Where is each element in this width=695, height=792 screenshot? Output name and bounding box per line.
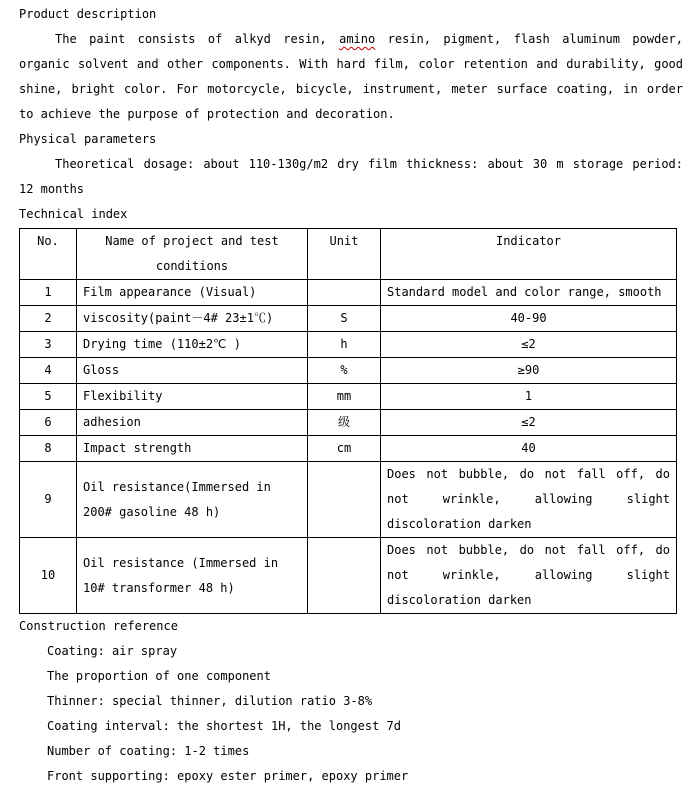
table-header-row [20, 229, 677, 280]
construction-reference-heading: Construction reference [19, 619, 178, 633]
cell-no: 5 [20, 384, 77, 410]
table-row [20, 280, 677, 306]
cell-unit: h [308, 332, 381, 358]
table-row [20, 538, 677, 614]
cell-indicator: 1 [381, 384, 677, 410]
construction-item: Coating: air spray [47, 644, 178, 658]
cell-name: adhesion [77, 410, 308, 436]
cell-name: Oil resistance (Immersed in 10# transformer 48 h) [77, 538, 308, 614]
physical-parameters-heading: Physical parameters [19, 132, 157, 146]
construction-item: Coating interval: the shortest 1H, the longest 7d [47, 719, 402, 733]
cell-indicator: Does not bubble, do not fall off, do not wrinkle, allowing slight discoloration darken [381, 538, 677, 614]
cell-unit: 级 [308, 410, 381, 436]
technical-index-table [19, 228, 677, 614]
physical-parameters-text: Theoretical dosage: about 110-130g/m2 dry film thickness: about 30 m storage period: 12 months [19, 157, 683, 196]
cell-no: 8 [20, 436, 77, 462]
cell-indicator: ≥90 [381, 358, 677, 384]
cell-name: Film appearance (Visual) [77, 280, 308, 306]
cell-indicator: 40 [381, 436, 677, 462]
cell-no: 6 [20, 410, 77, 436]
cell-indicator: Does not bubble, do not fall off, do not wrinkle, allowing slight discoloration darken [381, 462, 677, 538]
technical-index-heading: Technical index [19, 207, 128, 221]
table-row [20, 410, 677, 436]
cell-unit: % [308, 358, 381, 384]
column-header-name: Name of project and test conditions [77, 229, 308, 280]
construction-item: Number of coating: 1-2 times [47, 744, 250, 758]
cell-no: 1 [20, 280, 77, 306]
table-row [20, 384, 677, 410]
column-header-indicator: Indicator [381, 229, 677, 280]
cell-indicator: Standard model and color range, smooth [381, 280, 677, 306]
cell-name: Drying time (110±2℃ ) [77, 332, 308, 358]
description-text-part: resin, pigment, flash aluminum powder, organic solvent and other components. With hard film, color retention and durability, good shine, bright color. For motorcycle, bicycle, instrument, meter surface coating, in order to achieve the purpose of protection and decoration. [19, 32, 683, 121]
column-header-no: No. [20, 229, 77, 280]
cell-name: Impact strength [77, 436, 308, 462]
cell-no: 2 [20, 306, 77, 332]
construction-item: Front supporting: epoxy ester primer, epoxy primer [47, 769, 409, 783]
cell-name: Flexibility [77, 384, 308, 410]
construction-item: Thinner: special thinner, dilution ratio 3-8% [47, 694, 373, 708]
cell-no: 10 [20, 538, 77, 614]
cell-unit: mm [308, 384, 381, 410]
cell-no: 4 [20, 358, 77, 384]
cell-name: viscosity(paint－4# 23±1℃) [77, 306, 308, 332]
construction-item: The proportion of one component [47, 669, 271, 683]
product-description-heading: Product description [19, 7, 157, 21]
cell-unit [308, 538, 381, 614]
table-row [20, 306, 677, 332]
cell-indicator: ≤2 [381, 410, 677, 436]
table-row [20, 358, 677, 384]
cell-no: 3 [20, 332, 77, 358]
cell-name: Oil resistance(Immersed in 200# gasoline 48 h) [77, 462, 308, 538]
product-description-text [19, 27, 683, 127]
cell-indicator: 40-90 [381, 306, 677, 332]
cell-no: 9 [20, 462, 77, 538]
cell-unit: cm [308, 436, 381, 462]
table-row [20, 436, 677, 462]
column-header-unit: Unit [308, 229, 381, 280]
table-row [20, 462, 677, 538]
table-row [20, 332, 677, 358]
cell-indicator: ≤2 [381, 332, 677, 358]
description-text-part: The paint consists of alkyd resin, [55, 32, 340, 46]
cell-unit: S [308, 306, 381, 332]
cell-unit [308, 280, 381, 306]
cell-unit [308, 462, 381, 538]
spellcheck-word-amino: amino [339, 32, 376, 46]
cell-name: Gloss [77, 358, 308, 384]
